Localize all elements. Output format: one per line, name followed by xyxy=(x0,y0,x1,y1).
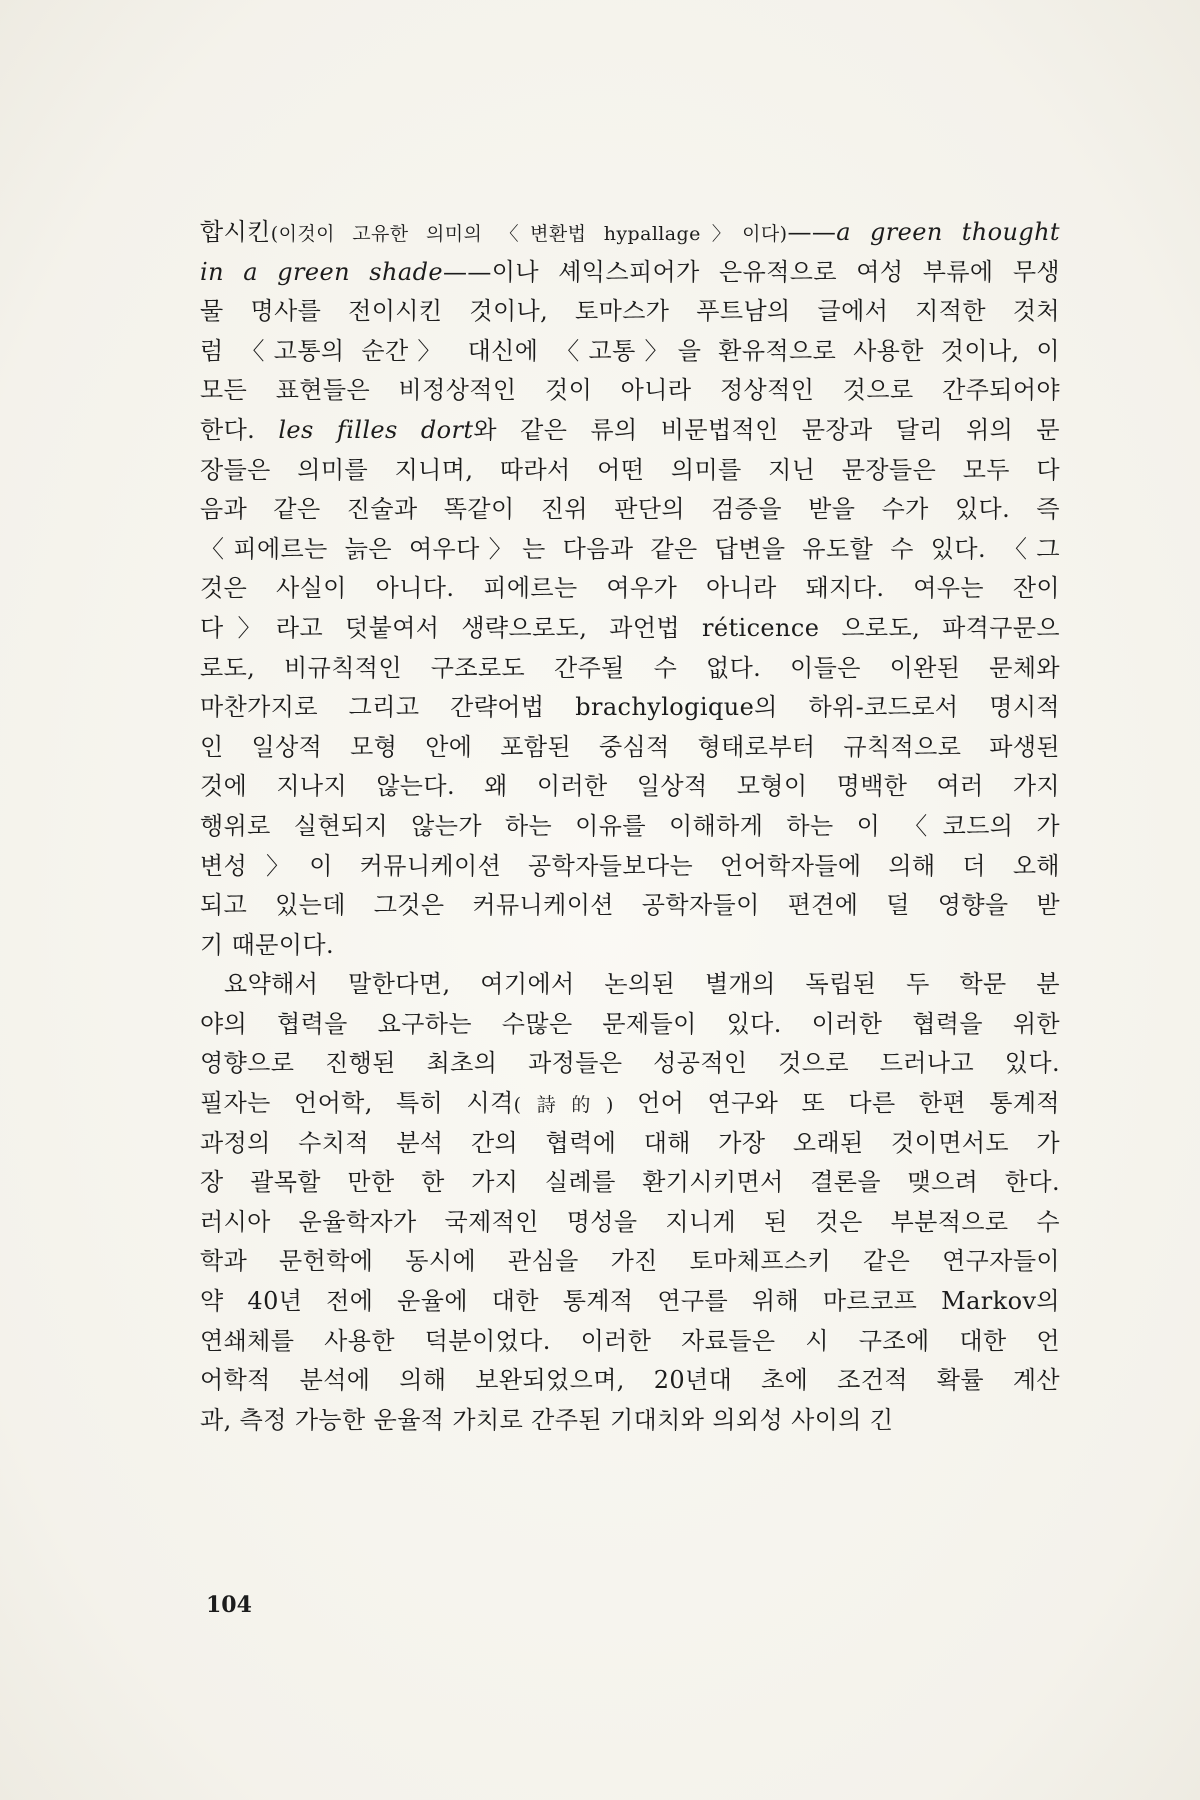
italic-text: a green thought xyxy=(836,218,1060,246)
italic-text: in a green shade xyxy=(200,257,443,286)
text-segment: 영향으로 진행된 최초의 과정들은 성공적인 것으로 드러나고 있다. xyxy=(200,1049,1060,1078)
text-segment: 연쇄체를 사용한 덕분이었다. 이러한 자료들은 시 구조에 대한 언 xyxy=(200,1326,1060,1355)
text-segment: 학과 문헌학에 동시에 관심을 가진 토마체프스키 같은 연구자들이 xyxy=(200,1247,1060,1276)
text-line xyxy=(200,292,1060,332)
text-segment: 음과 같은 진술과 똑같이 진위 판단의 검증을 받을 수가 있다. 즉 xyxy=(200,495,1060,524)
text-segment: 러시아 운율학자가 국제적인 명성을 지니게 된 것은 부분적으로 수 xyxy=(200,1207,1060,1236)
text-line xyxy=(200,1361,1060,1401)
text-line xyxy=(200,451,1060,491)
text-line xyxy=(200,1044,1060,1084)
text-line xyxy=(200,1084,1060,1124)
text-segment: 장들은 의미를 지니며, 따라서 어떤 의미를 지닌 문장들은 모두 다 xyxy=(200,455,1060,484)
text-segment: 것에 지나지 않는다. 왜 이러한 일상적 모형이 명백한 여러 가지 xyxy=(200,772,1060,801)
text-segment: 것은 사실이 아니다. 피에르는 여우가 아니라 돼지다. 여우는 잔이 xyxy=(200,574,1060,603)
text-line xyxy=(200,926,1060,966)
text-segment: 행위로 실현되지 않는가 하는 이유를 이해하게 하는 이 〈코드의 가 xyxy=(200,811,1060,840)
body-text xyxy=(200,213,1060,1440)
text-line xyxy=(200,213,1060,253)
text-segment: 과정의 수치적 분석 간의 협력에 대해 가장 오래된 것이면서도 가 xyxy=(200,1128,1060,1157)
text-line xyxy=(200,965,1060,1005)
text-segment: (詩的) xyxy=(513,1094,614,1117)
text-segment: 필자는 언어학, 특히 시격 xyxy=(200,1089,514,1118)
text-segment: 장 괄목할 만한 한 가지 실례를 환기시키면서 결론을 맺으려 한다. xyxy=(200,1168,1060,1197)
text-line xyxy=(200,649,1060,689)
text-segment: 기 때문이다. xyxy=(200,930,334,959)
text-segment: 언어 연구와 또 다른 한편 통계적 xyxy=(613,1089,1060,1118)
text-line xyxy=(200,253,1060,293)
text-segment: 〈피에르는 늙은 여우다〉는 다음과 같은 답변을 유도할 수 있다. 〈그 xyxy=(200,534,1060,563)
text-line xyxy=(200,1124,1060,1164)
text-segment: 인 일상적 모형 안에 포함된 중심적 형태로부터 규칙적으로 파생된 xyxy=(200,732,1060,761)
text-line xyxy=(200,886,1060,926)
text-segment: 럼 〈고통의 순간〉 대신에 〈고통〉을 환유적으로 사용한 것이나, 이 xyxy=(200,336,1060,365)
text-segment: 약 40년 전에 운율에 대한 통계적 연구를 위해 마르코프 Markov의 xyxy=(200,1287,1060,1316)
text-segment: 과, 측정 가능한 운율적 가치로 간주된 기대치와 의외성 사이의 긴 xyxy=(200,1405,894,1434)
text-line xyxy=(200,847,1060,887)
text-line xyxy=(200,609,1060,649)
text-line xyxy=(200,767,1060,807)
text-segment: —— xyxy=(787,218,837,246)
page-number: 104 xyxy=(206,1592,252,1618)
text-segment: 변성〉이 커뮤니케이션 공학자들보다는 언어학자들에 의해 더 오해 xyxy=(200,851,1060,880)
text-line xyxy=(200,1203,1060,1243)
text-line xyxy=(200,1322,1060,1362)
text-segment: 와 같은 류의 비문법적인 문장과 달리 위의 문 xyxy=(473,415,1060,444)
text-line xyxy=(200,1401,1060,1441)
text-line xyxy=(200,688,1060,728)
text-line xyxy=(200,1282,1060,1322)
text-segment: 어학적 분석에 의해 보완되었으며, 20년대 초에 조건적 확률 계산 xyxy=(200,1366,1060,1395)
text-segment: 합시킨 xyxy=(200,218,271,246)
text-line xyxy=(200,1005,1060,1045)
text-segment: 요약해서 말한다면, 여기에서 논의된 별개의 독립된 두 학문 분 xyxy=(224,970,1060,999)
text-line xyxy=(200,807,1060,847)
text-segment: (이것이 고유한 의미의 〈변환법 hypallage〉이다) xyxy=(270,223,788,245)
text-line xyxy=(200,1242,1060,1282)
text-line xyxy=(200,728,1060,768)
text-segment: 마찬가지로 그리고 간략어법 brachylogique의 하위-코드로서 명시적 xyxy=(200,693,1060,722)
text-segment: 다〉라고 덧붙여서 생략으로도, 과언법 réticence 으로도, 파격구문으 xyxy=(200,613,1060,642)
text-segment: 야의 협력을 요구하는 수많은 문제들이 있다. 이러한 협력을 위한 xyxy=(200,1009,1060,1038)
text-segment: 되고 있는데 그것은 커뮤니케이션 공학자들이 편견에 덜 영향을 받 xyxy=(200,891,1060,920)
text-segment: 물 명사를 전이시킨 것이나, 토마스가 푸트남의 글에서 지적한 것처 xyxy=(200,297,1060,326)
italic-text: les filles dort xyxy=(278,415,474,444)
text-line xyxy=(200,530,1060,570)
text-segment: 모든 표현들은 비정상적인 것이 아니라 정상적인 것으로 간주되어야 xyxy=(200,376,1060,405)
text-line xyxy=(200,1163,1060,1203)
text-segment: ——이나 셰익스피어가 은유적으로 여성 부류에 무생 xyxy=(442,257,1060,286)
text-line xyxy=(200,490,1060,530)
text-line xyxy=(200,411,1060,451)
text-line xyxy=(200,371,1060,411)
text-segment: 로도, 비규칙적인 구조로도 간주될 수 없다. 이들은 이완된 문체와 xyxy=(200,653,1060,682)
text-line xyxy=(200,332,1060,372)
text-segment: 한다. xyxy=(200,415,279,444)
text-line xyxy=(200,569,1060,609)
